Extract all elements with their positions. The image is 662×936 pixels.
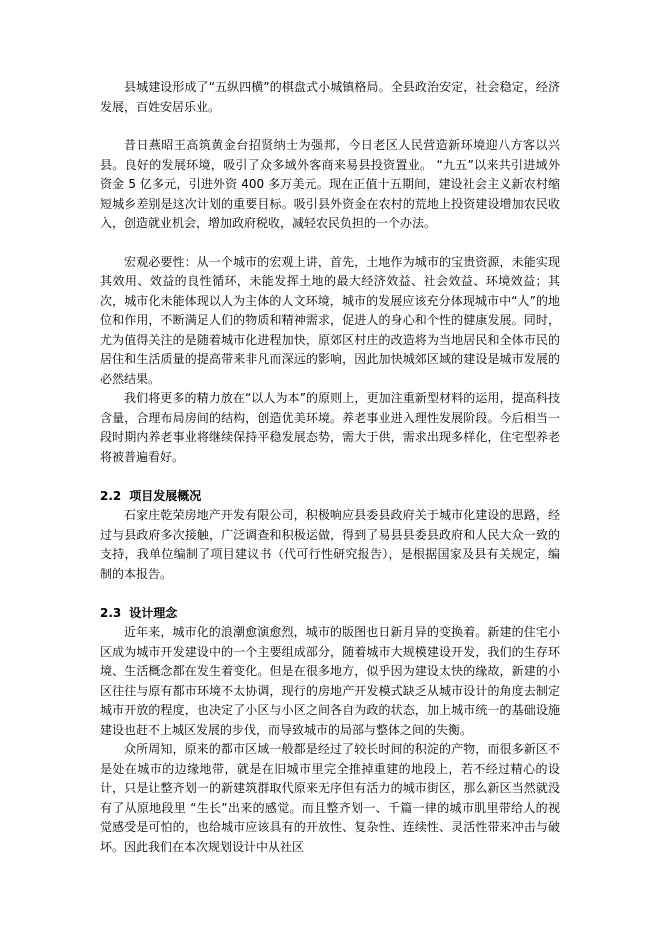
paragraph-urbanization: 近年来，城市化的浪潮愈演愈烈，城市的版图也日新月异的变换着。新建的住宅小区成为城市开发建设中的一个主要组成部分，随着城市大规模建设开发，我们的生存环境、生活概念都在发生着变化。但是在很多地方，似乎因为建设太快的缘故，新建的小区往往与原有都市环境不太协调，现行的房地产开发模式缺乏从城市设计的角度去制定城市开放的程度，也决定了小区与小区之间各自为政的状态，加上城市统一的基础设施建设也赶不上城区发展的步伐，而导致城市的局部与整体之间的失衡。 bbox=[100, 625, 560, 737]
section-heading-2-3 bbox=[100, 604, 560, 623]
paragraph-county-layout: 县城建设形成了“五纵四横”的棋盘式小城镇格局。全县政治安定，社会稳定，经济发展，百姓安居乐业。 bbox=[100, 80, 560, 114]
section-title: 设计理念 bbox=[129, 606, 178, 620]
section-title: 项目发展概况 bbox=[129, 489, 202, 503]
section-number: 2.2 bbox=[100, 489, 122, 503]
paragraph-gap bbox=[100, 234, 560, 253]
paragraph-gap bbox=[100, 117, 560, 136]
document-body bbox=[100, 78, 560, 857]
paragraph-project-overview: 石家庄乾荣房地产开发有限公司，积极响应县委县政府关于城市化建设的思路，经过与县政府多次接触，广泛调查和积极运做，得到了易县县委县政府和人民大众一致的支持，我单位编制了项目建议书（代可行性研究报告），是根据国家及县有关规定，编制的本报告。 bbox=[100, 508, 560, 581]
section-gap bbox=[100, 467, 560, 487]
section-heading-2-2 bbox=[100, 487, 560, 506]
paragraph-new-districts: 众所周知，原来的都市区域一般都是经过了较长时间的积淀的产物，而很多新区不是处在城市的边缘地带，就是在旧城市里完全推掉重建的地段上，若不经过精心的设计，只是让整齐划一的新建筑群取代原来无序但有活力的城市街区，那么新区当然就没有了从原地段里 “生长”出来的感觉。而且整齐划一、千篇一律的城市肌里带给人的视觉感受是可怕的，也给城市应该具有的开放性、复杂性、连续性、灵活性带来冲击与破坏。因此我们在本次规划设计中从社区 bbox=[100, 742, 560, 854]
paragraph-investment: 昔日燕昭王高筑黄金台招贤纳士为强邦，今日老区人民营造新环境迎八方客以兴县。良好的发展环境，吸引了众多域外客商来易县投资置业。 “九五”以来共引进域外资金 5 亿多元，引进外资 400 多万美元。现在正值十五期间，建设社会主义新农村缩短城乡差别是这次计划的重要目标。吸引县外资金在农村的荒地上投资建设增加农民收入，创造就业机会，增加政府税收，减轻农民负担的一个办法。 bbox=[100, 138, 560, 230]
paragraph-macro-necessity: 宏观必要性：从一个城市的宏观上讲，首先，土地作为城市的宝贵资源，未能实现其效用、效益的良性循环，未能发挥土地的最大经济效益、社会效益、环境效益；其次，城市化未能体现以人为主体的人文环境，城市的发展应该充分体现城市中“人”的地位和作用，不断满足人们的物质和精神需求，促进人的身心和个性的健康发展。同时，尤为值得关注的是随着城市化进程加快，原郊区村庄的改造将为当地居民和全体市民的居住和生活质量的提高带来非凡而深远的影响，因此加快城郊区域的建设是城市发展的必然结果。 bbox=[100, 254, 560, 386]
paragraph-people-oriented: 我们将更多的精力放在“以人为本”的原则上，更加注重新型材料的运用，提高科技含量，合理布局房间的结构，创造优美环境。养老事业进入理性发展阶段。今后相当一段时期内养老事业将继续保持平稳发展态势，需大于供，需求出现多样化，住宅型养老将被普遍看好。 bbox=[100, 391, 560, 464]
section-number: 2.3 bbox=[100, 606, 122, 620]
section-gap bbox=[100, 584, 560, 604]
